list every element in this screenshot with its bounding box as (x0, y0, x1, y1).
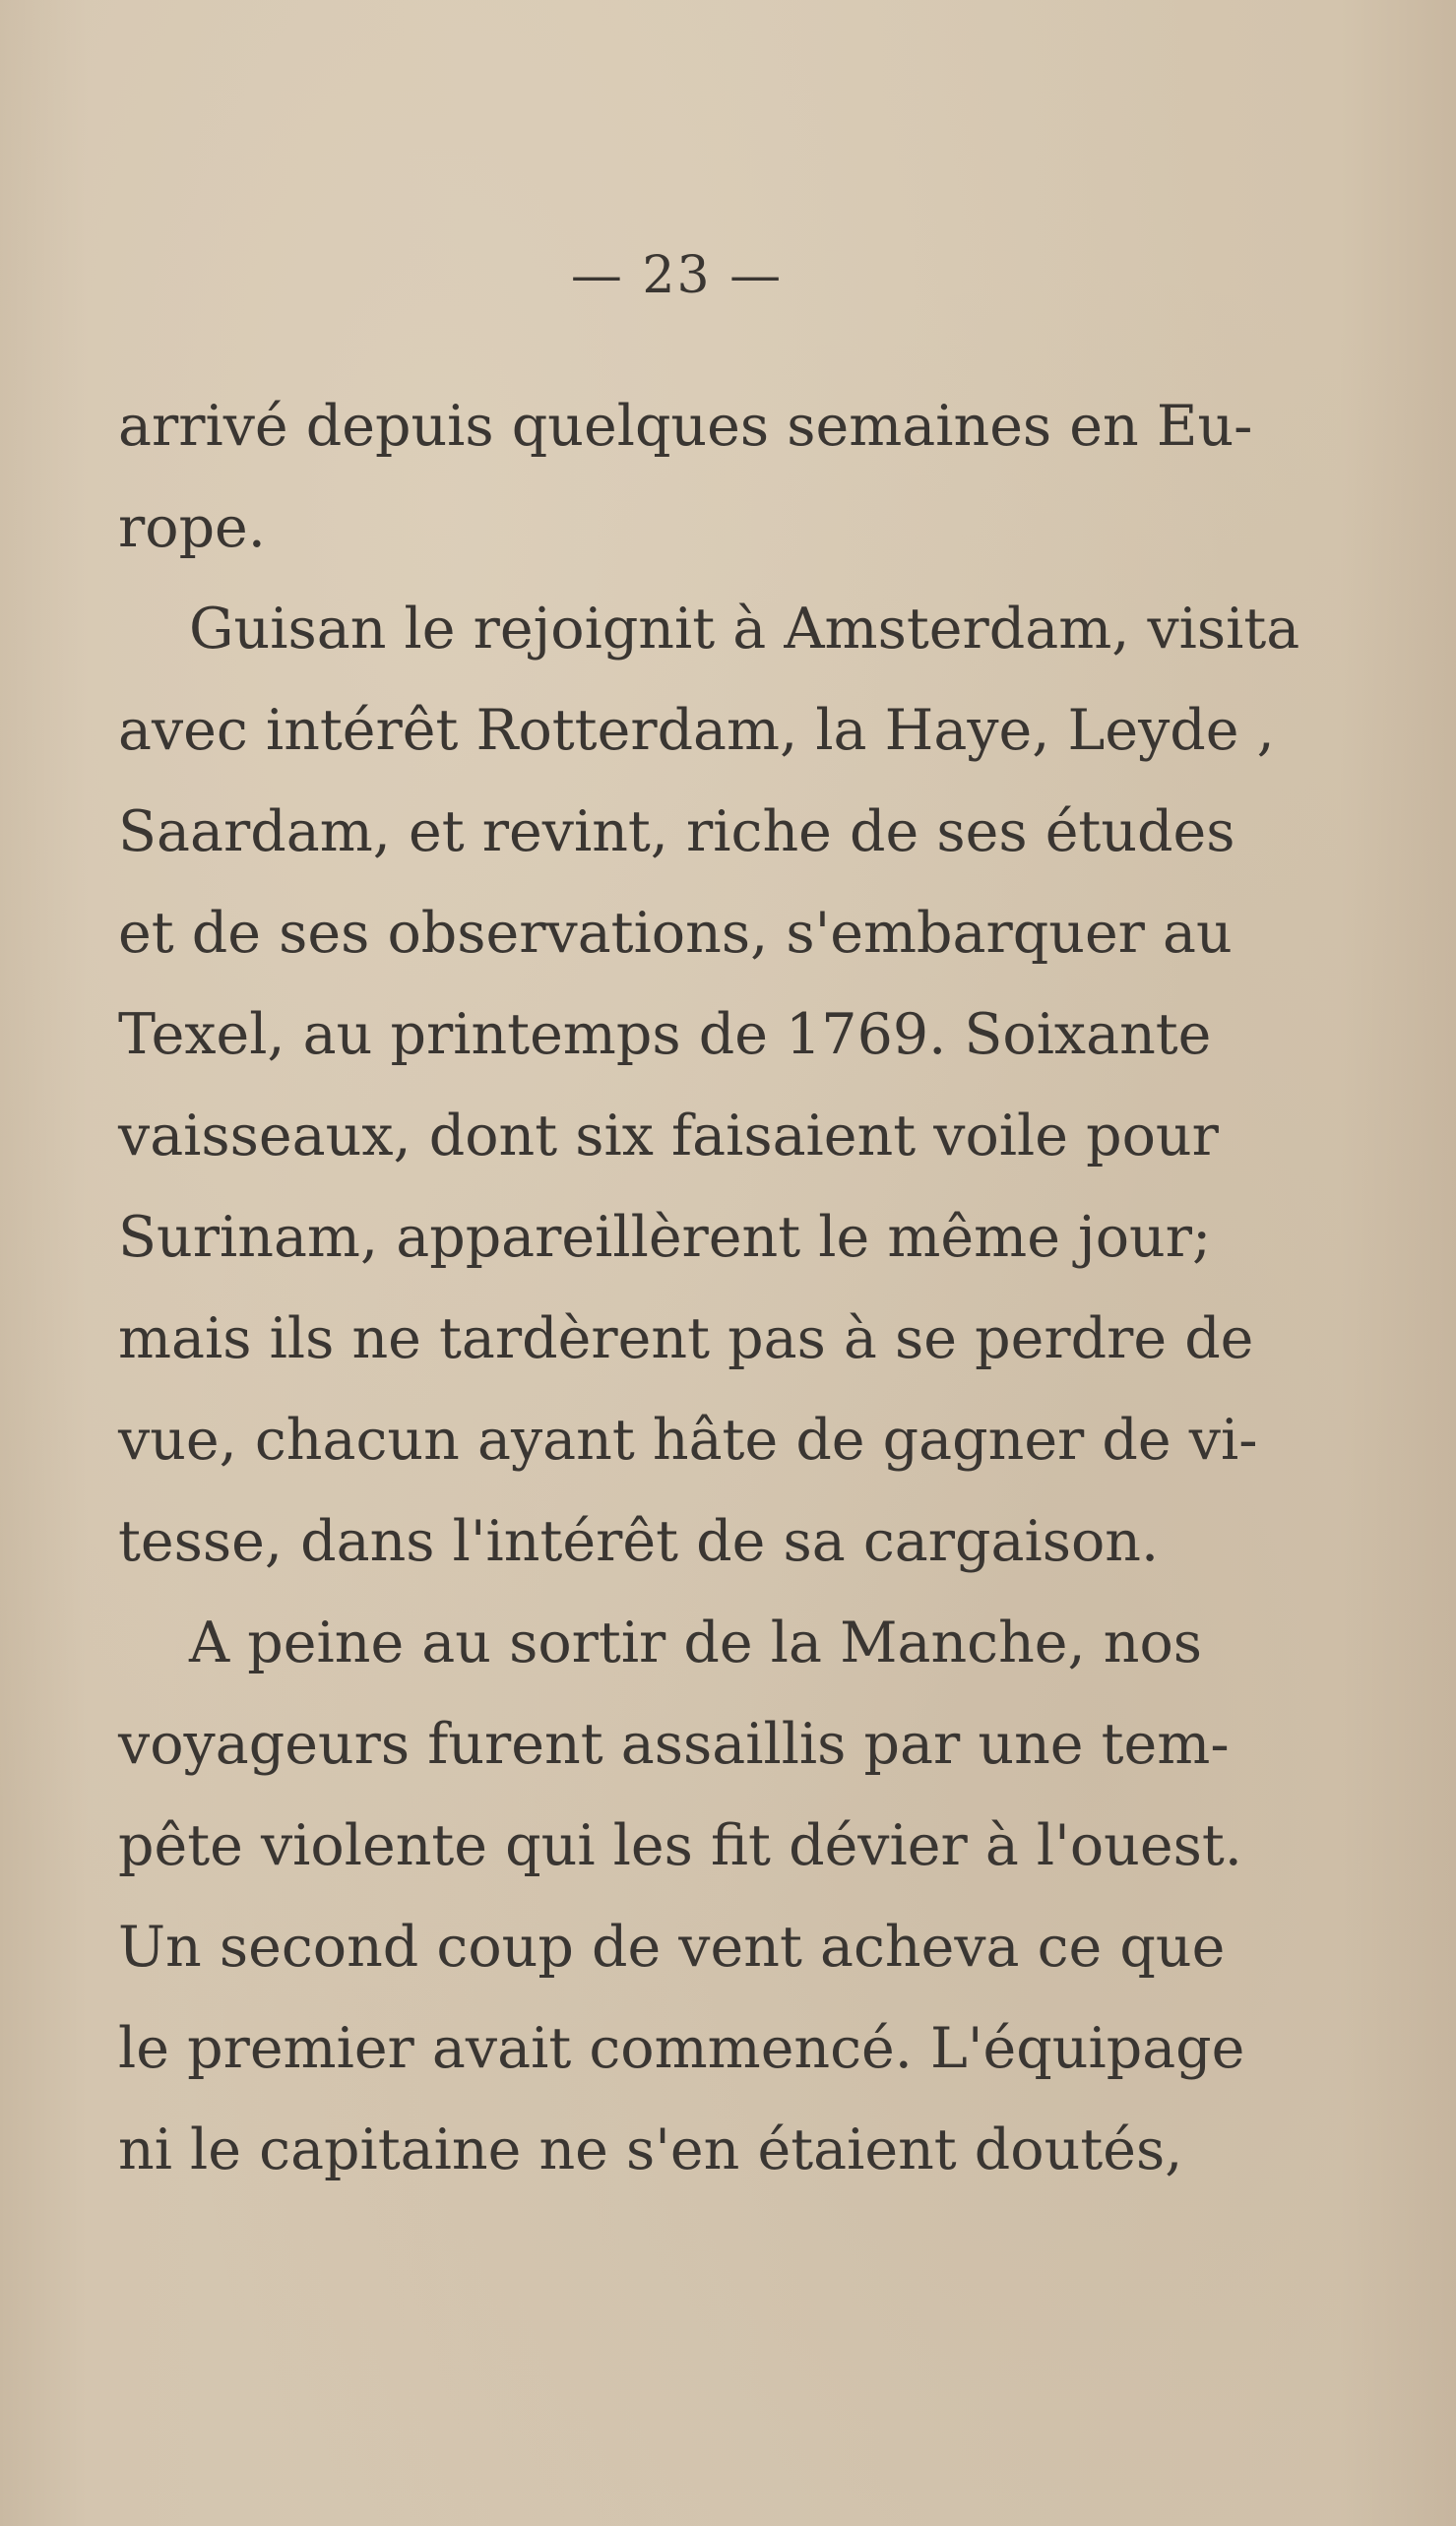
text-line: tesse, dans l'intérêt de sa cargaison. (118, 1509, 1160, 1574)
text-line: et de ses observations, s'embarquer au (118, 901, 1233, 966)
paragraph-start-line: A peine au sortir de la Manche, nos (189, 1610, 1203, 1675)
page-number: — 23 — (570, 246, 784, 305)
text-line: le premier avait commencé. L'équipage (118, 2016, 1245, 2081)
text-line: voyageurs furent assaillis par une tem- (118, 1712, 1230, 1777)
text-line: Saardam, et revint, riche de ses études (118, 799, 1235, 864)
text-line: Texel, au printemps de 1769. Soixante (118, 1002, 1212, 1067)
text-line: vaisseaux, dont six faisaient voile pour (118, 1104, 1219, 1168)
text-line: avec intérêt Rotterdam, la Haye, Leyde , (118, 698, 1275, 763)
text-line: Surinam, appareillèrent le même jour; (118, 1205, 1212, 1270)
text-line: mais ils ne tardèrent pas à se perdre de (118, 1306, 1254, 1371)
paragraph-start-line: Guisan le rejoignit à Amsterdam, visita (189, 597, 1300, 662)
text-line: Un second coup de vent acheva ce que (118, 1915, 1226, 1980)
text-line: pête violente qui les fit dévier à l'ouest. (118, 1813, 1242, 1878)
text-line: vue, chacun ayant hâte de gagner de vi- (118, 1408, 1258, 1473)
text-line: arrivé depuis quelques semaines en Eu- (118, 394, 1253, 459)
text-line: ni le capitaine ne s'en étaient doutés, (118, 2117, 1183, 2182)
text-line: rope. (118, 495, 266, 560)
